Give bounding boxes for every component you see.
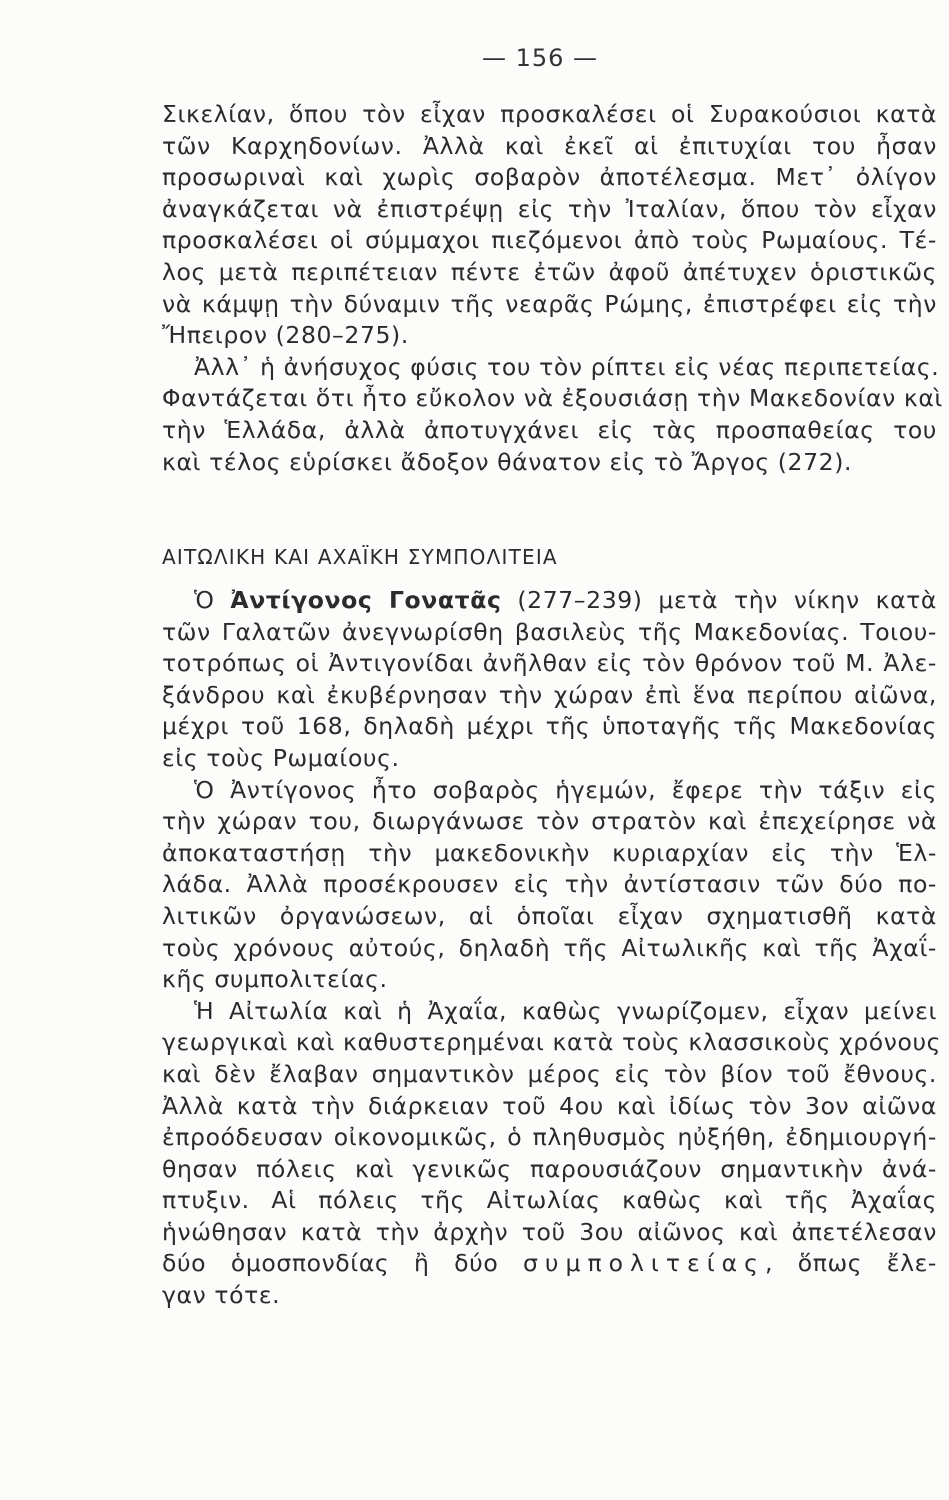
text-line: Φαντάζεται ὅτι ἦτο εὔκολον νὰ ἐξουσιάσῃ τὴν Μακεδονίαν καὶ	[162, 384, 943, 413]
text-line: Ἀλλὰ κατὰ τὴν διάρκειαν τοῦ 4ου καὶ ἰδίως τὸν 3ον αἰῶνα	[162, 1091, 937, 1120]
paragraph-block-antigonus	[162, 585, 942, 1312]
line-suffix: (277–239) μετὰ τὴν νίκην κατὰ	[501, 586, 938, 614]
text-line: Σικελίαν, ὅπου τὸν εἶχαν προσκαλέσει οἱ Συρακούσιοι κατὰ	[162, 100, 937, 128]
text-line: τοὺς χρόνους αὐτούς, δηλαδὴ τῆς Αἰτωλικῆς καὶ τῆς Ἀχαΐ-	[162, 933, 937, 962]
text-line: καὶ τέλος εὑρίσκει ἄδοξον θάνατον εἰς τὸ Ἄργος (272).	[162, 447, 853, 476]
text-line: τῶν Γαλατῶν ἀνεγνωρίσθη βασιλεὺς τῆς Μακεδονίας. Τοιου-	[162, 617, 937, 646]
text-line: ἀναγκάζεται νὰ ἐπιστρέψῃ εἰς τὴν Ἰταλίαν, ὅπου τὸν εἶχαν	[162, 194, 937, 223]
text-line: ἡνώθησαν κατὰ τὴν ἀρχὴν τοῦ 3ου αἰῶνος καὶ ἀπετέλεσαν	[162, 1217, 937, 1246]
line-prefix: δύο ὁμοσπονδίας ἢ δύο	[162, 1249, 524, 1278]
text-line: Ὁ Ἀντίγονος ἦτο σοβαρὸς ἡγεμών, ἔφερε τὴν τάξιν εἰς	[194, 775, 937, 804]
text-line: θησαν πόλεις καὶ γενικῶς παρουσιάζουν σημαντικὴν ἀνά-	[162, 1154, 937, 1183]
text-line: τῶν Καρχηδονίων. Ἀλλὰ καὶ ἐκεῖ αἱ ἐπιτυχίαι του ἦσαν	[162, 131, 937, 160]
text-line: Ἡ Αἰτωλία καὶ ἡ Ἀχαΐα, καθὼς γνωρίζομεν, εἶχαν μείνει	[194, 996, 937, 1025]
section-heading: ΑΙΤΩΛΙΚΗ ΚΑΙ ΑΧΑΪΚΗ ΣΥΜΠΟΛΙΤΕΙΑ	[162, 545, 558, 569]
page-number: — 156 —	[481, 44, 599, 72]
text-line: γεωργικαὶ καὶ καθυστερημέναι κατὰ τοὺς κλασσικοὺς χρόνους	[162, 1028, 942, 1057]
text-line: προσωριναὶ καὶ χωρὶς σοβαρὸν ἀποτέλεσμα. Μετ᾽ ὀλίγον	[162, 163, 937, 192]
text-line	[162, 585, 937, 617]
text-line: ἐπροόδευσαν οἰκονομικῶς, ὁ πληθυσμὸς ηὐξήθη, ἐδημιουργή-	[162, 1123, 937, 1152]
text-line: ξάνδρου καὶ ἐκυβέρνησαν τὴν χώραν ἐπὶ ἕνα περίπου αἰῶνα,	[162, 680, 937, 709]
text-line: γαν τότε.	[162, 1281, 281, 1310]
text-line	[162, 1248, 937, 1280]
paragraph-block-pyrrhus	[162, 99, 943, 478]
spaced-word: συμπολιτείας	[523, 1249, 765, 1278]
text-line: τοτρόπως οἱ Ἀντιγονίδαι ἀνῆλθαν εἰς τὸν θρόνον τοῦ Μ. Ἀλε-	[162, 649, 937, 678]
text-line: ἀποκαταστήσῃ τὴν μακεδονικὴν κυριαρχίαν εἰς τὴν Ἑλ-	[162, 838, 937, 867]
line-prefix: Ὁ	[194, 586, 231, 614]
text-line: εἰς τοὺς Ρωμαίους.	[162, 743, 400, 772]
text-line: λάδα. Ἀλλὰ προσέκρουσεν εἰς τὴν ἀντίστασιν τῶν δύο πο-	[162, 870, 937, 899]
text-line: λος μετὰ περιπέτειαν πέντε ἐτῶν ἀφοῦ ἀπέτυχεν ὁριστικῶς	[162, 257, 937, 286]
line-suffix: , ὅπως ἔλε-	[764, 1249, 937, 1278]
text-line: κῆς συμπολιτείας.	[162, 965, 388, 994]
text-line: νὰ κάμψῃ τὴν δύναμιν τῆς νεαρᾶς Ρώμης, ἐπιστρέφει εἰς τὴν	[162, 289, 937, 318]
text-line: προσκαλέσει οἱ σύμμαχοι πιεζόμενοι ἀπὸ τοὺς Ρωμαίους. Τέ-	[162, 226, 937, 255]
text-line: Ἀλλ᾽ ἡ ἀνήσυχος φύσις του τὸν ρίπτει εἰς νέας περιπετείας.	[194, 352, 940, 381]
text-line: πτυξιν. Αἱ πόλεις τῆς Αἰτωλίας καθὼς καὶ τῆς Ἀχαΐας	[162, 1186, 937, 1215]
text-line: καὶ δὲν ἔλαβαν σημαντικὸν μέρος εἰς τὸν βίον τοῦ ἔθνους.	[162, 1059, 937, 1088]
text-line: Ἤπειρον (280–275).	[162, 321, 409, 350]
text-line: λιτικῶν ὀργανώσεων, αἱ ὁποῖαι εἶχαν σχηματισθῆ κατὰ	[162, 901, 937, 930]
text-line: μέχρι τοῦ 168, δηλαδὴ μέχρι τῆς ὑποταγῆς τῆς Μακεδονίας	[162, 712, 937, 741]
text-line: τὴν Ἑλλάδα, ἀλλὰ ἀποτυγχάνει εἰς τὰς προσπαθείας του	[162, 415, 937, 444]
text-line: τὴν χώραν του, διωργάνωσε τὸν στρατὸν καὶ ἐπεχείρησε νὰ	[162, 807, 937, 836]
bold-name: Ἀντίγονος Γονατᾶς	[230, 586, 502, 614]
